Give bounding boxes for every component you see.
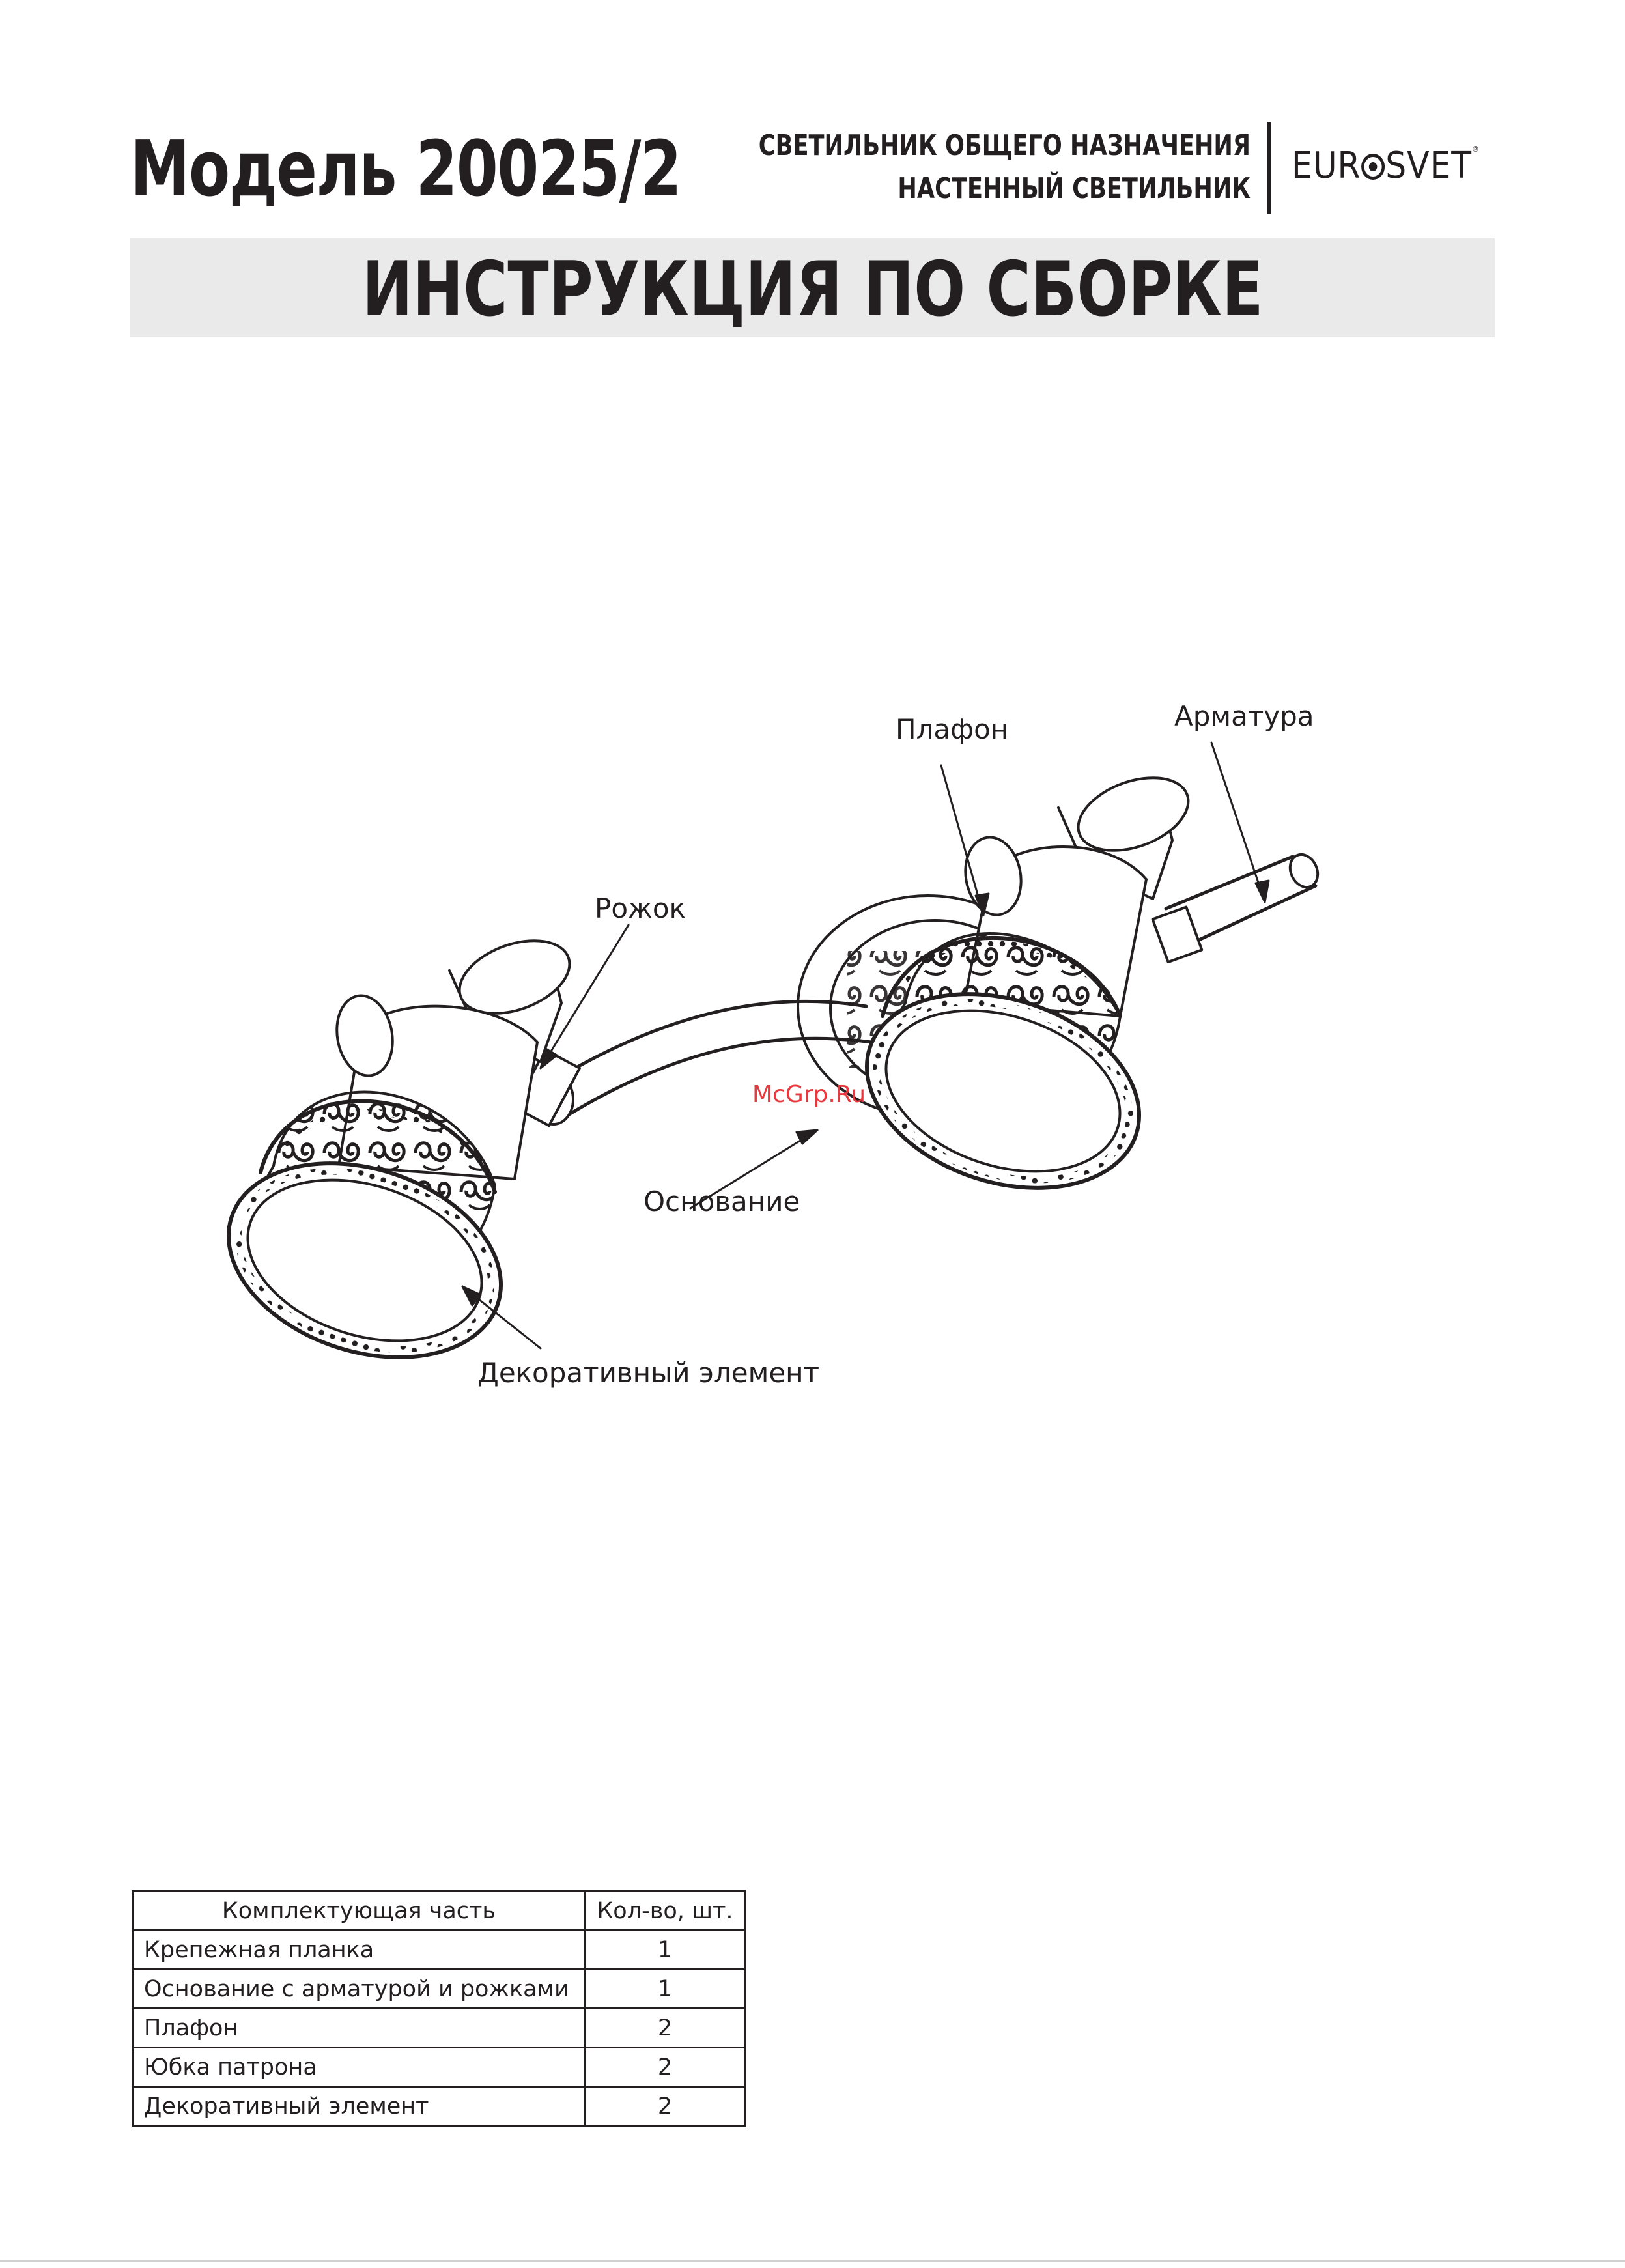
table-row xyxy=(133,2009,745,2048)
table-header-row xyxy=(133,1892,745,1931)
label-osnovanie: Основание xyxy=(643,1185,800,1217)
part-qty: 2 xyxy=(586,2048,745,2087)
model-title: Модель 20025/2 xyxy=(130,124,681,214)
label-armatura: Арматура xyxy=(1174,700,1314,732)
brand-logo-suffix: SVET xyxy=(1385,145,1472,187)
arm-tube xyxy=(1153,850,1323,962)
part-name: Плафон xyxy=(133,2009,586,2048)
watermark: McGrp.Ru xyxy=(752,1081,866,1108)
part-qty: 2 xyxy=(586,2009,745,2048)
label-rozhok: Рожок xyxy=(595,892,686,924)
bottom-rule xyxy=(0,2260,1625,2262)
part-qty: 2 xyxy=(586,2087,745,2126)
table-row xyxy=(133,1931,745,1970)
table-row xyxy=(133,2087,745,2126)
part-qty: 1 xyxy=(586,1931,745,1970)
label-decorative-element: Декоративный элемент xyxy=(477,1357,820,1389)
product-category: СВЕТИЛЬНИК ОБЩЕГО НАЗНАЧЕНИЯ xyxy=(758,129,1251,162)
table-row xyxy=(133,2048,745,2087)
part-name: Крепежная планка xyxy=(133,1931,586,1970)
header-qty: Кол-во, шт. xyxy=(586,1892,745,1931)
table-row xyxy=(133,1970,745,2009)
part-name: Юбка патрона xyxy=(133,2048,586,2087)
left-lamp-head xyxy=(203,927,580,1391)
parts-table xyxy=(132,1890,746,2127)
registered-mark: ® xyxy=(1471,145,1480,154)
instruction-title-text: ИНСТРУКЦИЯ ПО СБОРКЕ xyxy=(361,246,1264,333)
part-name: Декоративный элемент xyxy=(133,2087,586,2126)
brand-logo-prefix: EUR xyxy=(1292,145,1361,187)
label-plafon: Плафон xyxy=(896,713,1009,745)
part-name: Основание с арматурой и рожками xyxy=(133,1970,586,2009)
product-type: НАСТЕННЫЙ СВЕТИЛЬНИК xyxy=(897,172,1251,205)
header-part: Комплектующая часть xyxy=(133,1892,586,1931)
part-qty: 1 xyxy=(586,1970,745,2009)
